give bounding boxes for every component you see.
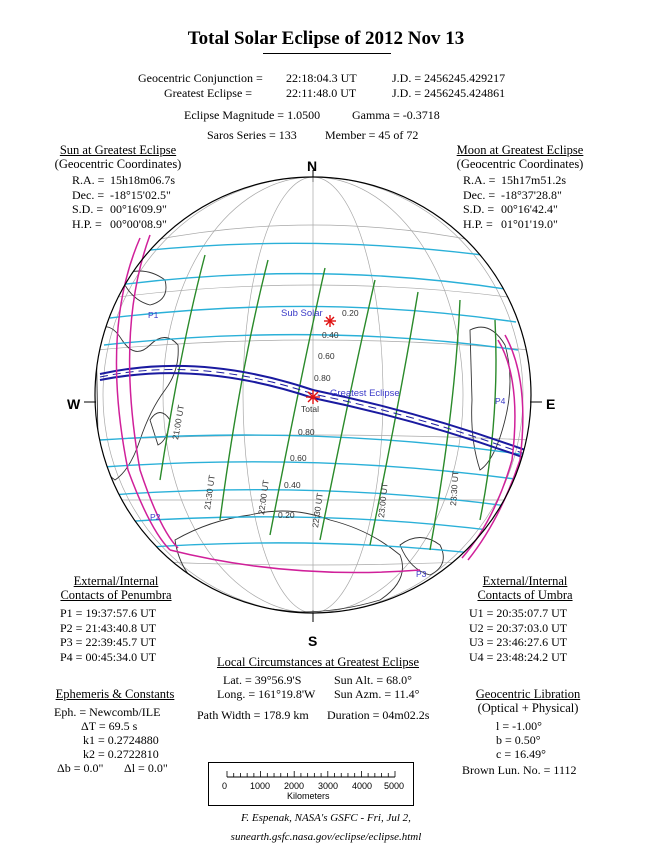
greatest-eclipse-time: 22:11:48.0 UT (286, 86, 357, 100)
umbra-u3: U3 = 23:46:27.6 UT (469, 635, 568, 649)
local-heading: Local Circumstances at Greatest Eclipse (216, 655, 419, 669)
credit-line-2: sunearth.gsfc.nasa.gov/eclipse/eclipse.html (230, 831, 422, 843)
penumbra-p4: P4 = 00:45:34.0 UT (60, 649, 157, 664)
umbra-u4: U4 = 23:48:24.2 UT (469, 649, 568, 664)
ephemeris-k1: k1 = 0.2724880 (83, 733, 159, 747)
penumbra-p2: P2 = 21:43:40.8 UT (60, 620, 157, 635)
scale-ticks (227, 771, 395, 777)
umbra-u2: U2 = 20:37:03.0 UT (469, 620, 568, 635)
brown-lunation: Brown Lun. No. = 1112 (462, 763, 577, 777)
antarctica-outline (175, 511, 403, 612)
time-label: 21:00 UT (170, 404, 187, 441)
moon-sd: S.D. =00°16'42.4" (463, 202, 558, 216)
page-title: Total Solar Eclipse of 2012 Nov 13 (187, 28, 465, 49)
ephemeris-dl: Δl = 0.0" (124, 761, 168, 775)
libration-c: c = 16.49° (496, 747, 546, 761)
mag-label: 0.40 (322, 330, 339, 340)
penumbra-p1: P1 = 19:37:57.6 UT (60, 606, 157, 620)
penumbra-heading-1: External/Internal (73, 574, 159, 588)
sun-ra: R.A. =15h18m06.7s (72, 173, 176, 187)
p4-label: P4 (495, 396, 506, 406)
time-label: 22:30 UT (310, 492, 325, 529)
libration-subheading: (Optical + Physical) (477, 701, 579, 715)
moon-heading: Moon at Greatest Eclipse (456, 143, 584, 157)
time-label: 21:30 UT (202, 474, 217, 511)
ephemeris-dt: ΔT = 69.5 s (81, 719, 138, 733)
compass-north: N (307, 158, 318, 174)
compass-west: W (67, 396, 81, 412)
compass-east: E (546, 396, 556, 412)
moon-subheading: (Geocentric Coordinates) (456, 157, 584, 171)
mag-label: 0.80 (314, 373, 331, 383)
ephemeris-db: Δb = 0.0" (57, 761, 104, 775)
umbra-heading-1: External/Internal (482, 574, 568, 588)
libration-l: l = -1.00° (496, 719, 542, 733)
p2-label: P2 (150, 512, 161, 522)
sun-dec: Dec. =-18°15'02.5" (72, 187, 171, 202)
libration-heading: Geocentric Libration (475, 687, 581, 701)
scale-tick-label-4: 4000 (352, 781, 373, 791)
scale-unit: Kilometers (287, 791, 330, 801)
umbra-heading-2: Contacts of Umbra (477, 588, 573, 602)
sub-solar-marker (324, 315, 336, 327)
moon-ra: R.A. =15h17m51.2s (463, 173, 567, 187)
greatest-eclipse-label: Greatest Eclipse (330, 388, 400, 399)
gamma: Gamma = -0.3718 (352, 108, 440, 122)
scale-tick-label-3: 3000 (318, 781, 339, 791)
mag-label: 0.60 (318, 351, 335, 361)
greatest-eclipse-jd: J.D. = 2456245.424861 (392, 86, 506, 100)
compass-south: S (308, 633, 318, 649)
sun-heading: Sun at Greatest Eclipse (59, 143, 177, 157)
sun-sd: S.D. =00°16'09.9" (72, 202, 167, 216)
time-label: 23:00 UT (376, 482, 390, 519)
conjunction-label: Geocentric Conjunction = (138, 71, 263, 85)
scale-tick-label-1: 1000 (250, 781, 271, 791)
greatest-eclipse-marker (306, 390, 320, 404)
local-lat: Lat. = 39°56.9'S (223, 673, 302, 687)
saros-series: Saros Series = 133 (207, 128, 297, 142)
ephemeris-heading: Ephemeris & Constants (55, 687, 175, 701)
conjunction-time: 22:18:04.3 UT (286, 71, 357, 85)
conjunction-jd: J.D. = 2456245.429217 (392, 71, 506, 85)
sun-subheading: (Geocentric Coordinates) (54, 157, 182, 171)
local-sun-alt: Sun Alt. = 68.0° (334, 673, 412, 687)
local-path-width: Path Width = 178.9 km (197, 708, 309, 722)
local-sun-azm: Sun Azm. = 11.4° (334, 687, 420, 701)
mag-label: 0.80 (298, 427, 315, 437)
moon-hp: H.P. =01°01'19.0" (463, 216, 558, 231)
ephemeris-k2: k2 = 0.2722810 (83, 747, 159, 761)
scale-tick-label-0: 0 (222, 781, 228, 791)
saros-member: Member = 45 of 72 (325, 128, 419, 142)
moon-dec: Dec. =-18°37'28.8" (463, 187, 562, 202)
scale-tick-label-5: 5000 (384, 781, 405, 791)
time-label: 23:30 UT (448, 470, 461, 507)
penumbra-heading-2: Contacts of Penumbra (60, 588, 172, 602)
credit-line-1: F. Espenak, NASA's GSFC - Fri, Jul 2, (241, 812, 411, 824)
mag-label: 0.60 (290, 453, 307, 463)
sub-solar-label: Sub Solar (281, 308, 323, 319)
p3-label: P3 (416, 569, 427, 579)
mag-label: 0.20 (278, 510, 295, 520)
ephemeris-eph: Eph. = Newcomb/ILE (54, 705, 161, 719)
scale-tick-label-2: 2000 (284, 781, 305, 791)
eclipse-magnitude: Eclipse Magnitude = 1.0500 (184, 108, 321, 122)
scale-bar-box (208, 762, 414, 806)
penumbra-p3: P3 = 22:39:45.7 UT (60, 635, 157, 649)
time-label: 22:00 UT (256, 479, 271, 516)
greatest-eclipse-label: Greatest Eclipse = (164, 86, 253, 100)
p1-label: P1 (148, 310, 159, 320)
sun-hp: H.P. =00°00'08.9" (72, 216, 167, 231)
local-duration: Duration = 04m02.2s (327, 708, 430, 722)
libration-b: b = 0.50° (496, 733, 541, 747)
umbra-u1: U1 = 20:35:07.7 UT (469, 606, 568, 620)
mag-label: 0.40 (284, 480, 301, 490)
total-label: Total (301, 404, 319, 414)
umbra-contacts (469, 606, 567, 664)
mag-label: 0.20 (342, 308, 359, 318)
penumbra-contacts (60, 606, 156, 664)
coastlines (96, 271, 510, 612)
local-long: Long. = 161°19.8'W (217, 687, 316, 701)
